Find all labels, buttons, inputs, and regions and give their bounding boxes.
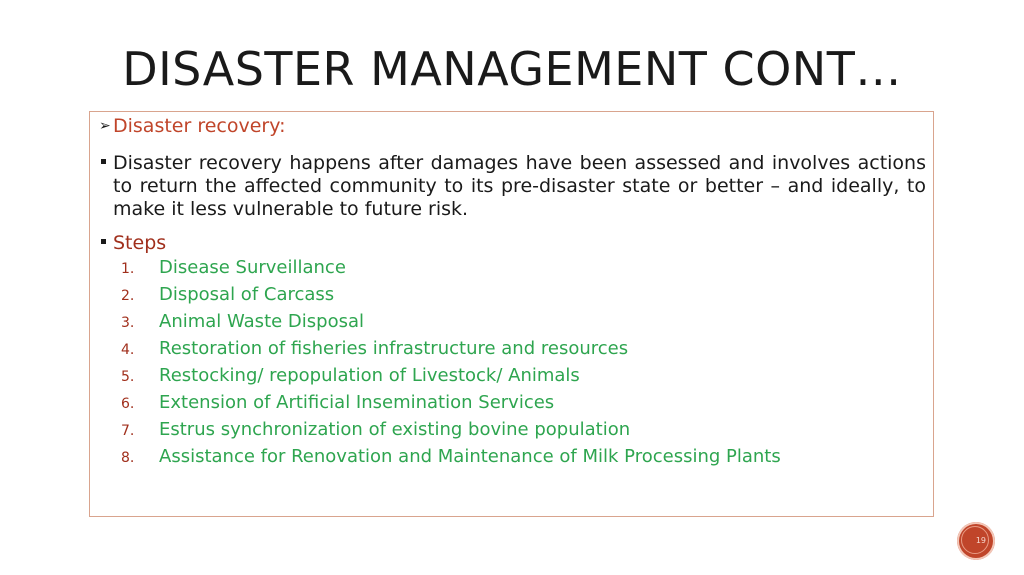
step-number: 7. — [121, 423, 135, 439]
square-bullet-icon — [101, 159, 106, 164]
step-text: Assistance for Renovation and Maintenance of Milk Processing Plants — [159, 446, 781, 467]
step-text: Extension of Artificial Insemination Services — [159, 392, 555, 413]
step-text: Disposal of Carcass — [159, 284, 335, 305]
square-bullet-icon — [101, 239, 106, 244]
steps-heading: Steps — [113, 232, 167, 254]
step-number: 2. — [121, 288, 135, 304]
step-text: Estrus synchronization of existing bovine population — [159, 419, 631, 440]
slide-title: DISASTER MANAGEMENT CONT… — [122, 42, 902, 96]
step-number: 4. — [121, 342, 135, 358]
step-number: 6. — [121, 396, 135, 412]
step-text: Animal Waste Disposal — [159, 311, 365, 332]
arrow-bullet-icon: ➢ — [99, 118, 111, 134]
page-number-badge — [957, 522, 995, 560]
step-number: 1. — [121, 261, 135, 277]
page-number: 19 — [961, 526, 989, 554]
list-item — [90, 446, 933, 473]
content-box — [89, 111, 934, 517]
step-text: Disease Surveillance — [159, 257, 346, 278]
list-item — [90, 257, 933, 284]
list-item — [90, 419, 933, 446]
step-text: Restoration of fisheries infrastructure and resources — [159, 338, 629, 359]
step-number: 5. — [121, 369, 135, 385]
list-item — [90, 338, 933, 365]
step-number: 8. — [121, 450, 135, 466]
recovery-paragraph: Disaster recovery happens after damages have been assessed and involves actions to return the affected community to its pre-disaster state or better – and ideally, to make it less vulnerable to future risk. — [113, 152, 926, 220]
step-text: Restocking/ repopulation of Livestock/ Animals — [159, 365, 580, 386]
steps-list — [90, 257, 933, 473]
list-item — [90, 365, 933, 392]
list-item — [90, 284, 933, 311]
list-item — [90, 392, 933, 419]
step-number: 3. — [121, 315, 135, 331]
list-item — [90, 311, 933, 338]
recovery-heading: Disaster recovery: — [113, 115, 286, 137]
